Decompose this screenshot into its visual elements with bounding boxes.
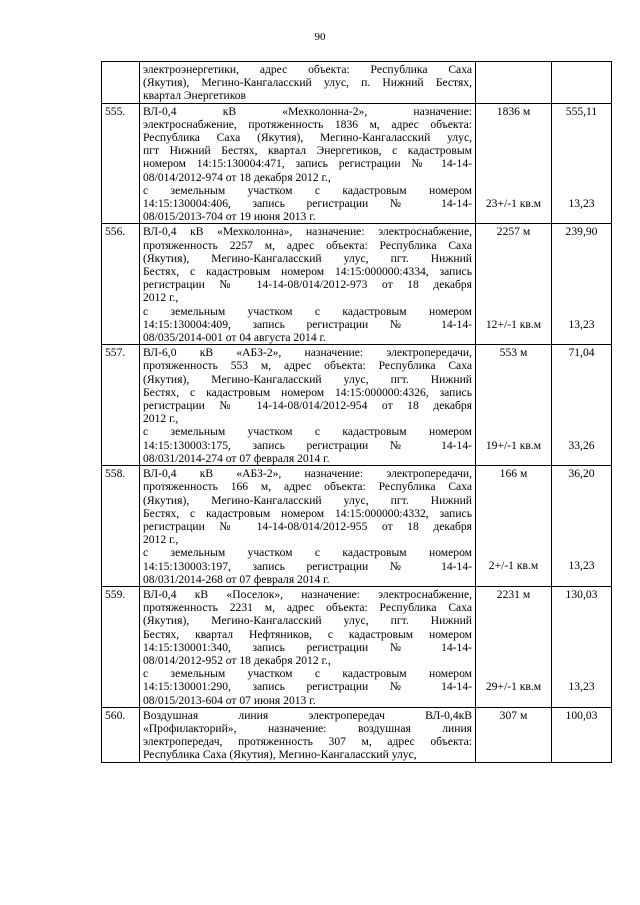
size-cell (476, 586, 552, 707)
size-cell (476, 103, 552, 224)
description-line: регистрации № 14-14-08/014/2012-954 от 18 декабря (143, 399, 472, 413)
description-line: Бестях, с кадастровым номером 14:15:000000:4332, запись (143, 506, 472, 520)
description-line: ВЛ-6,0 кВ «АБЗ-2», назначение: электропередачи, (143, 346, 472, 360)
description-line: Республика Саха (Якутия), Мегино-Кангаласский улус, (143, 131, 472, 145)
land-plot-line: 08/031/2014-268 от 07 февраля 2014 г. (143, 572, 330, 586)
size-cell (476, 62, 552, 104)
land-plot-line: с земельным участком с кадастровым номером (143, 667, 472, 681)
description-line: (Якутия), Мегино-Кангаласский улус, пгт. Нижний (143, 251, 472, 265)
object-value: 555,11 (565, 104, 598, 118)
land-plot-line: 08/035/2014-001 от 04 августа 2014 г. (143, 331, 326, 345)
object-size: 2257 м (496, 225, 531, 239)
table-row (102, 103, 612, 224)
description-line: номером 14:15:130004:471, запись регистрации № 14-14- (143, 157, 472, 171)
table-row (102, 345, 612, 466)
object-size: 2231 м (496, 587, 531, 601)
land-plot-value: 13,23 (568, 317, 595, 331)
land-plot-line: с земельным участком с кадастровым номером (143, 183, 472, 197)
land-plot-line: с земельным участком с кадастровым номером (143, 546, 472, 560)
land-plot-value: 13,23 (568, 680, 595, 694)
land-plot-line: с земельным участком с кадастровым номером (143, 425, 472, 439)
land-plot-area: 23+/-1 кв.м (485, 197, 542, 210)
description-line: электроснабжение, протяженность 1836 м, адрес объекта: (143, 117, 472, 131)
value-cell (552, 345, 612, 466)
value-cell (552, 466, 612, 587)
land-plot-line: 14:15:130003:197, запись регистрации № 14-14- (143, 559, 472, 573)
land-plot-area: 19+/-1 кв.м (485, 438, 542, 452)
description-line: протяженность 553 м, адрес объекта: Республика Саха (143, 359, 472, 373)
description-line: регистрации № 14-14-08/014/2012-973 от 18 декабря (143, 278, 472, 292)
object-description (140, 62, 476, 104)
page-number: 90 (314, 31, 326, 43)
value-cell (552, 62, 612, 104)
object-description (140, 586, 476, 707)
object-size: 307 м (499, 708, 528, 722)
value-cell (552, 586, 612, 707)
row-number: 557. (102, 345, 140, 466)
object-value: 239,90 (565, 225, 598, 239)
description-line: протяженность 2231 м, адрес объекта: Республика Саха (143, 601, 472, 615)
value-cell (552, 103, 612, 224)
value-cell (552, 707, 612, 762)
table-row (102, 707, 612, 762)
registry-table (101, 61, 612, 763)
description-line: «Профилакторий», назначение: воздушная линия (143, 721, 472, 735)
object-value: 100,03 (565, 708, 598, 722)
row-number: 556. (102, 224, 140, 345)
description-line: 08/014/2012-974 от 18 декабря 2012 г., (143, 170, 331, 184)
land-plot-area: 12+/-1 кв.м (485, 317, 542, 331)
size-cell (476, 707, 552, 762)
row-number: 559. (102, 586, 140, 707)
land-plot-line: 14:15:130004:409, запись регистрации № 14-14- (143, 317, 472, 331)
description-line: Республика Саха (Якутия), Мегино-Кангаласский улус, (143, 748, 417, 762)
land-plot-line: 08/015/2013-604 от 07 июня 2013 г. (143, 693, 316, 707)
object-description (140, 103, 476, 224)
object-description (140, 707, 476, 762)
table-row (102, 586, 612, 707)
land-plot-line: с земельным участком с кадастровым номером (143, 304, 472, 318)
description-line: ВЛ-0,4 кВ «АБЗ-2», назначение: электропередачи, (143, 467, 472, 481)
description-line: ВЛ-0,4 кВ «Мехколонна», назначение: электроснабжение, (143, 225, 472, 239)
land-plot-value: 13,23 (568, 559, 595, 573)
object-value: 36,20 (568, 467, 595, 481)
description-line: (Якутия), Мегино-Кангаласский улус, пгт. Нижний (143, 614, 472, 628)
description-line: протяженность 166 м, адрес объекта: Республика Саха (143, 480, 472, 494)
description-line: (Якутия), Мегино-Кангаласский улус, пгт. Нижний (143, 372, 472, 386)
description-line: ВЛ-0,4 кВ «Мехколонна-2», назначение: (143, 104, 472, 118)
size-cell (476, 345, 552, 466)
object-value: 71,04 (568, 346, 595, 360)
object-description (140, 224, 476, 345)
object-value: 130,03 (565, 587, 598, 601)
land-plot-value: 33,26 (568, 438, 595, 452)
table-row (102, 62, 612, 104)
description-line: 08/014/2012-952 от 18 декабря 2012 г., (143, 653, 331, 667)
land-plot-line: 14:15:130003:175, запись регистрации № 14-14- (143, 438, 472, 452)
size-cell (476, 224, 552, 345)
table-row (102, 466, 612, 587)
land-plot-area: 2+/-1 кв.м (488, 559, 539, 573)
land-plot-value: 13,23 (568, 197, 595, 210)
description-line: Бестях, с кадастровым номером 14:15:000000:4326, запись (143, 385, 472, 399)
description-line: протяженность 2257 м, адрес объекта: Республика Саха (143, 238, 472, 252)
description-line: 2012 г., (143, 291, 179, 305)
description-line: пгт Нижний Бестях, квартал Энергетиков, с кадастровым (143, 144, 472, 158)
description-line: Воздушная линия электропередач ВЛ-0,4кВ (143, 708, 472, 722)
land-plot-line: 14:15:130001:290, запись регистрации № 14-14- (143, 680, 472, 694)
object-size: 1836 м (496, 104, 531, 118)
row-number: 558. (102, 466, 140, 587)
object-description (140, 466, 476, 587)
description-line: ВЛ-0,4 кВ «Поселок», назначение: электроснабжение, (143, 587, 472, 601)
value-cell (552, 224, 612, 345)
land-plot-line: 14:15:130004:406, запись регистрации № 14-14- (143, 197, 472, 211)
land-plot-line: 08/015/2013-704 от 19 июня 2013 г. (143, 210, 316, 224)
description-line: 14:15:130001:340, запись регистрации № 14-14- (143, 640, 472, 654)
description-line: 2012 г., (143, 412, 179, 426)
registry-body (102, 62, 612, 763)
table-row (102, 224, 612, 345)
description-line: квартал Энергетиков (143, 89, 247, 103)
description-line: электропередач, протяженность 307 м, адрес объекта: (143, 735, 472, 749)
description-line: (Якутия), Мегино-Кангаласский улус, пгт. Нижний (143, 493, 472, 507)
row-number: 560. (102, 707, 140, 762)
object-description (140, 345, 476, 466)
description-line: Бестях, квартал Нефтяников, с кадастровым номером (143, 627, 472, 641)
object-size: 166 м (499, 467, 528, 481)
object-size: 553 м (499, 346, 528, 360)
description-line: электроэнергетики, адрес объекта: Республика Саха (143, 63, 472, 76)
description-line: регистрации № 14-14-08/014/2012-955 от 18 декабря (143, 519, 472, 533)
row-number (102, 62, 140, 104)
description-line: (Якутия), Мегино-Кангаласский улус, п. Нижний Бестях, (143, 76, 472, 90)
land-plot-line: 08/031/2014-274 от 07 февраля 2014 г. (143, 451, 330, 465)
row-number: 555. (102, 103, 140, 224)
land-plot-area: 29+/-1 кв.м (485, 680, 542, 694)
description-line: 2012 г., (143, 533, 179, 547)
size-cell (476, 466, 552, 587)
description-line: Бестях, с кадастровым номером 14:15:000000:4334, запись (143, 265, 472, 279)
